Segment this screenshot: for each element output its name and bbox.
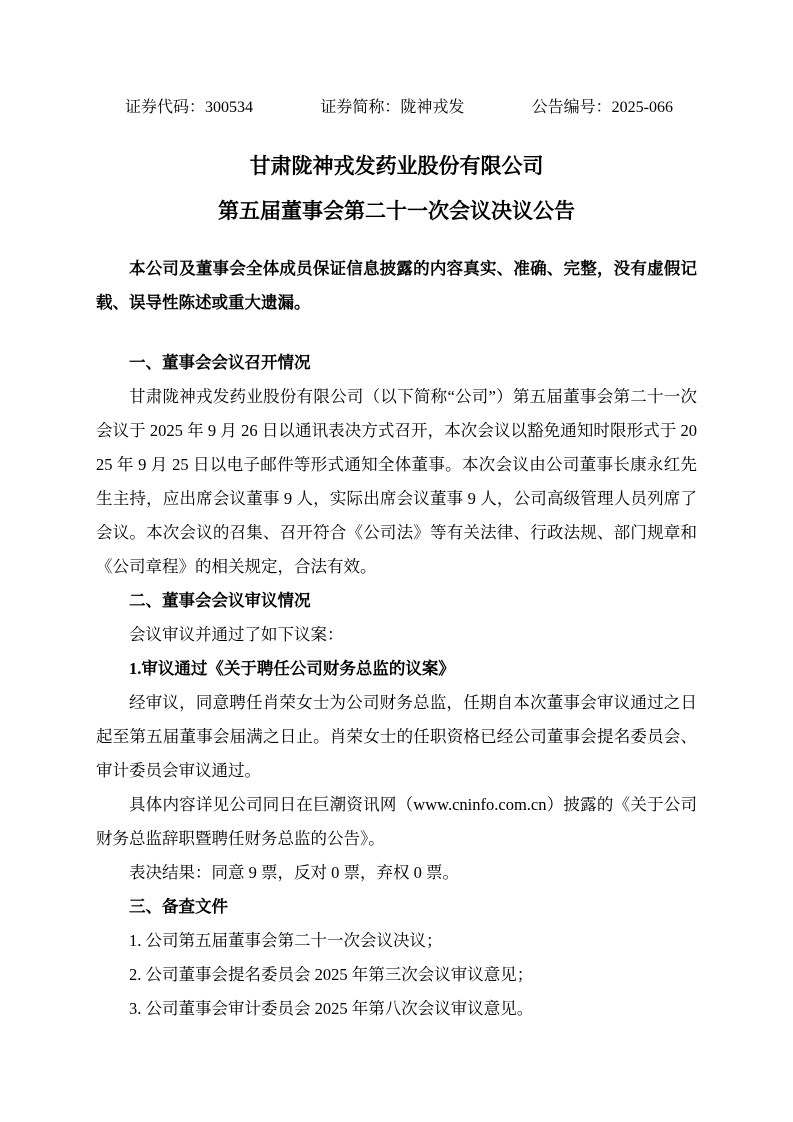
announcement-title: 第五届董事会第二十一次会议决议公告	[218, 199, 575, 223]
reference-document-2: 2. 公司董事会提名委员会 2025 年第三次会议审议意见；	[129, 965, 534, 984]
section-2-heading: 二、董事会会议审议情况	[129, 591, 311, 610]
section-2-intro: 会议审议并通过了如下议案：	[129, 625, 344, 644]
proposal-1-paragraph-1: 经审议，同意聘任肖荣女士为公司财务总监，任期自本次董事会审议通过之日起至第五届董事会届满之日止。肖荣女士的任职资格已经公司董事会提名委员会、审计委员会审议通过。	[96, 693, 697, 780]
proposal-1-heading: 1.审议通过《关于聘任公司财务总监的议案》	[129, 659, 455, 678]
reference-document-3: 3. 公司董事会审计委员会 2025 年第八次会议审议意见。	[129, 999, 534, 1018]
stock-short-name: 证券简称：陇神戎发	[320, 99, 465, 116]
securities-meta-row	[96, 96, 697, 120]
stock-code: 证券代码：300534	[125, 99, 254, 116]
reference-document-1: 1. 公司第五届董事会第二十一次会议决议；	[129, 931, 443, 950]
proposal-1-vote-result: 表决结果：同意 9 票，反对 0 票，弃权 0 票。	[129, 863, 459, 882]
section-1-paragraph: 甘肃陇神戎发药业股份有限公司（以下简称“公司”）第五届董事会第二十一次会议于 2025 年 9 月 26 日以通讯表决方式召开，本次会议以豁免通知时限形式于 2025 年 9 月 25 日以电子邮件等形式通知全体董事。本次会议由公司董事长康永红先生主持，应出席会议董事 9 人，实际出席会议董事 9 人，公司高级管理人员列席了会议。本次会议的召集、召开符合《公司法》等有关法律、行政法规、部门规章和《公司章程》的相关规定，合法有效。	[96, 387, 697, 576]
section-1-heading: 一、董事会会议召开情况	[129, 353, 311, 372]
section-3-heading: 三、备查文件	[129, 897, 228, 916]
announcement-number: 公告编号：2025-066	[531, 99, 673, 116]
proposal-1-paragraph-2: 具体内容详见公司同日在巨潮资讯网（www.cninfo.com.cn）披露的《关于公司财务总监辞职暨聘任财务总监的公告》。	[96, 795, 697, 848]
company-name-title: 甘肃陇神戎发药业股份有限公司	[249, 154, 544, 178]
disclaimer-statement: 本公司及董事会全体成员保证信息披露的内容真实、准确、完整，没有虚假记载、误导性陈述或重大遗漏。	[96, 259, 697, 312]
